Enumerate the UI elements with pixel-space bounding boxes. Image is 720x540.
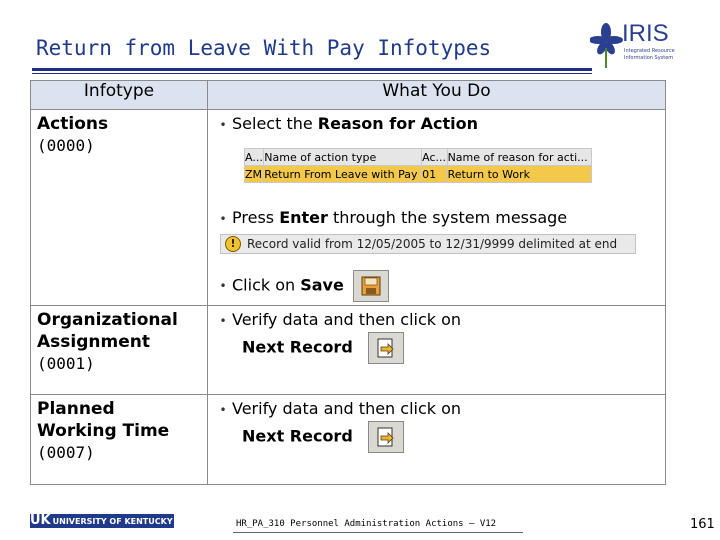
infotype-cell (31, 395, 208, 485)
warning-icon: ! (225, 236, 241, 252)
header-what-you-do: What You Do (208, 81, 666, 110)
infotype-name-line1: Planned (37, 399, 115, 419)
grid-selected-row[interactable] (245, 166, 592, 183)
logo-subtitle-2: Information System (624, 55, 674, 61)
action-reason-grid[interactable] (244, 148, 592, 183)
step-text: Press (232, 208, 280, 227)
step-click-save (214, 270, 389, 302)
step-next-record (208, 421, 665, 453)
table-header-row (31, 81, 666, 110)
logo-text: IRIS (622, 20, 669, 47)
step-text: Verify data and then click on (232, 310, 462, 329)
infotype-cell (31, 306, 208, 395)
system-message-text: Record valid from 12/05/2005 to 12/31/9999 delimited at end (247, 237, 618, 251)
step-press-enter (214, 207, 567, 230)
step-text: Verify data and then click on (232, 399, 462, 418)
infotype-name: Actions (37, 114, 109, 134)
header-infotype: Infotype (31, 81, 208, 110)
infotype-table (30, 80, 666, 485)
iris-logo (590, 18, 690, 70)
next-record-icon (376, 427, 396, 447)
page-number: 161 (690, 517, 715, 532)
bullet-icon: • (219, 402, 227, 417)
infotype-code: (0001) (37, 354, 95, 373)
grid-cell-reason-name[interactable]: Return to Work (447, 166, 591, 183)
grid-cell-action[interactable]: ZM (245, 167, 263, 181)
save-button[interactable] (353, 270, 389, 302)
course-footer: HR_PA_310 Personnel Administration Actions – V12 (236, 519, 497, 529)
grid-col-reason[interactable]: Ac... (422, 150, 446, 164)
next-record-button[interactable] (368, 421, 404, 453)
bullet-icon: • (219, 279, 227, 293)
infotype-code: (0007) (37, 443, 95, 462)
step-bold: Next Record (242, 337, 353, 356)
university-name: UNIVERSITY OF KENTUCKY (52, 517, 173, 526)
steps-cell (208, 306, 666, 395)
step-verify (208, 306, 665, 332)
step-bold: Save (300, 275, 344, 295)
infotype-name-line2: Assignment (37, 332, 150, 352)
step-text: Click on (232, 275, 301, 295)
uk-logo-text: UK UNIVERSITY OF KENTUCKY (30, 513, 173, 528)
grid-col-action-name[interactable]: Name of action type (264, 149, 422, 166)
step-bold: Next Record (242, 426, 353, 445)
next-record-icon (376, 338, 396, 358)
step-bold: Reason for Action (317, 114, 479, 133)
title-underline-thin (32, 73, 592, 74)
next-record-button[interactable] (368, 332, 404, 364)
step-bold: Enter (279, 208, 328, 227)
infotype-name-line2: Working Time (37, 421, 170, 441)
bullet-icon: • (219, 117, 227, 132)
step-verify (208, 395, 665, 421)
table-row (31, 395, 666, 485)
footer-divider (233, 532, 523, 533)
grid-cell-action-name[interactable]: Return From Leave with Pay (264, 166, 422, 183)
bullet-icon: • (219, 211, 227, 226)
save-icon (361, 276, 381, 296)
logo-subtitle-1: Integrated Resource (624, 48, 675, 54)
table-row (31, 110, 666, 306)
infotype-name-line1: Organizational (37, 310, 178, 330)
bullet-icon: • (219, 313, 227, 328)
grid-col-reason-name[interactable]: Name of reason for acti... (447, 149, 591, 166)
slide-title: Return from Leave With Pay Infotypes (36, 36, 492, 60)
system-message-bar[interactable] (220, 234, 636, 254)
title-underline (32, 68, 592, 71)
step-select-reason (214, 113, 478, 136)
grid-header-row (245, 149, 592, 166)
step-text: Select the (232, 114, 318, 133)
grid-col-action[interactable]: A... (245, 150, 263, 164)
step-next-record (208, 332, 665, 364)
step-text-suffix: through the system message (327, 208, 568, 227)
table-row (31, 306, 666, 395)
grid-cell-reason[interactable]: 01 (422, 166, 447, 183)
steps-cell (208, 110, 666, 306)
infotype-cell (31, 110, 208, 306)
steps-cell (208, 395, 666, 485)
infotype-code: (0000) (37, 136, 95, 155)
